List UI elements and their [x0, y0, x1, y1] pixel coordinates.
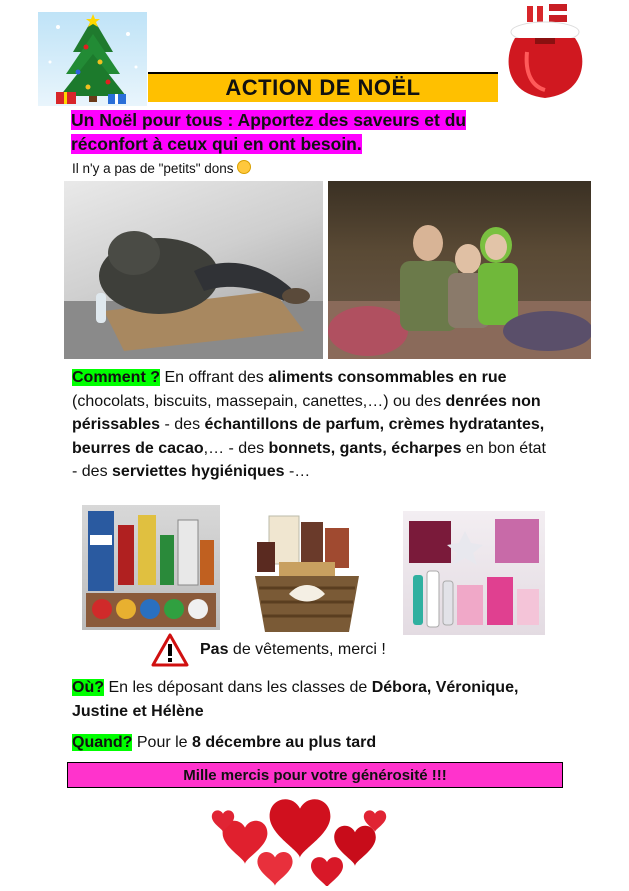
comment-text-2: (chocolats, biscuits, massepain, canettes,…) ou des — [72, 392, 446, 410]
warning-rest: de vêtements, merci ! — [228, 641, 386, 658]
page-title: ACTION DE NOËL — [148, 72, 498, 102]
headline — [71, 108, 547, 156]
where-bold: Débora, Véronique, Justine et Hélène — [72, 679, 519, 720]
christmas-tree-icon — [38, 12, 147, 106]
photo-homeless-person — [64, 181, 323, 359]
when-label: Quand? — [72, 734, 133, 751]
comment-bold-2: denrées non périssables — [72, 392, 541, 433]
comment-bold-3: échantillons de parfum, crèmes hydratantes, beurres de cacao — [72, 416, 545, 457]
comment-text-4: ,… - des — [203, 439, 269, 457]
photo-groceries — [82, 505, 220, 630]
warning-bold: Pas — [200, 641, 229, 658]
comment-text-6: -… — [284, 463, 311, 480]
where-text: En les déposant dans les classes de — [104, 679, 372, 696]
comment-paragraph — [72, 366, 552, 484]
comment-label: Comment ? — [72, 369, 160, 386]
comment-text-1: En offrant des — [160, 369, 269, 386]
headline-text: Un Noël pour tous : Apportez des saveurs et du réconfort à ceux qui en ont besoin. — [71, 110, 467, 154]
photo-gift-basket — [249, 512, 365, 636]
when-text: Pour le — [132, 734, 193, 751]
note — [72, 160, 251, 176]
santa-sack-image — [497, 2, 594, 102]
photo-cosmetics — [403, 511, 545, 635]
santa-sack-icon — [497, 2, 594, 102]
where-label: Où? — [72, 679, 104, 696]
hearts-image — [205, 790, 395, 886]
smiley-icon — [237, 160, 251, 174]
when-bold: 8 décembre au plus tard — [192, 734, 377, 751]
where-paragraph — [72, 676, 552, 723]
warning-text — [200, 641, 386, 659]
comment-text-5: en bon état - des — [72, 439, 546, 480]
photo-children — [328, 181, 591, 359]
note-text: Il n'y a pas de "petits" dons — [72, 161, 234, 176]
hearts-icon — [205, 790, 395, 886]
thanks-banner: Mille mercis pour votre générosité !!! — [67, 762, 563, 788]
comment-bold-1: aliments consommables en rue — [268, 369, 507, 386]
when-paragraph — [72, 731, 552, 755]
comment-text-3: - des — [160, 416, 205, 433]
warning-triangle-icon — [151, 633, 189, 667]
comment-bold-5: serviettes hygiéniques — [112, 463, 285, 480]
christmas-tree-image — [38, 12, 147, 106]
comment-bold-4: bonnets, gants, écharpes — [268, 439, 462, 457]
